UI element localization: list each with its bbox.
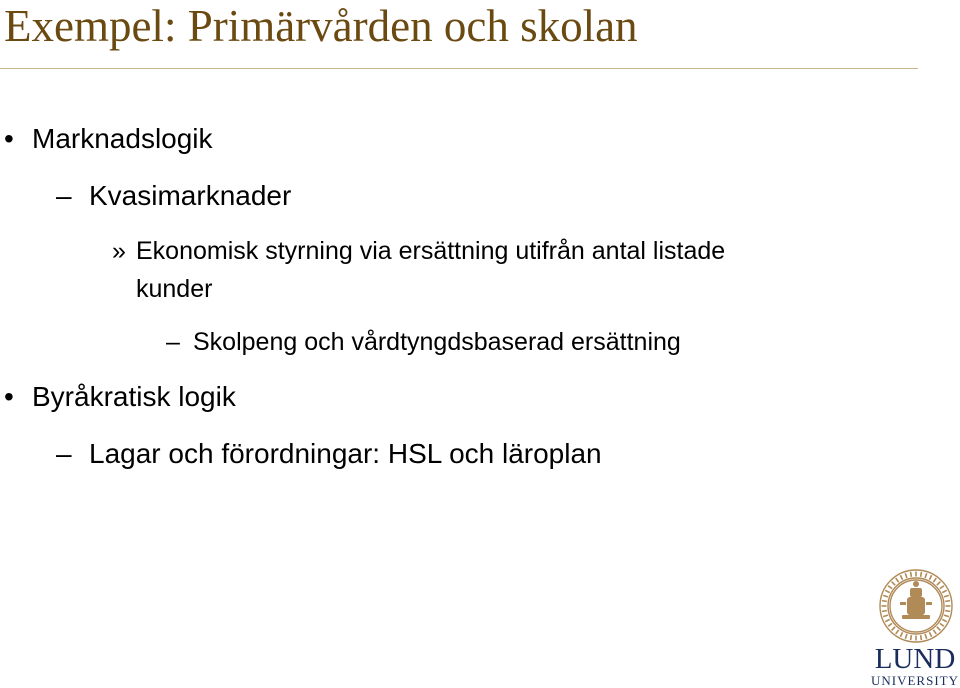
dash-marker: – [56, 180, 72, 211]
subsubbullet-text: Ekonomisk styrning via ersättning utifrån antal listade [136, 237, 726, 265]
seal-tick [892, 627, 896, 631]
bullet-marknadslogik [4, 122, 213, 156]
seal-tick [911, 635, 912, 640]
seal-tick [944, 615, 949, 617]
seal-tick [883, 595, 888, 597]
seal-tick [888, 623, 892, 626]
seal-tick [896, 630, 899, 634]
seal-tick [883, 615, 888, 617]
bullet-marker: • [4, 381, 14, 412]
seal-tick [942, 590, 946, 592]
seal-tick [892, 582, 896, 586]
seal-tick [940, 623, 944, 626]
subbullet-lagar [56, 437, 602, 471]
bullet-marker: • [4, 123, 14, 154]
subsubbullet-continuation-text: kunder [136, 275, 213, 303]
seal-tick [911, 572, 912, 577]
seal-tick [900, 575, 902, 579]
seal-tick [937, 627, 941, 631]
seal-tick [921, 635, 922, 640]
title-divider [0, 68, 918, 69]
seal-tick [945, 601, 950, 602]
seal-tick [905, 573, 907, 578]
seal-tick [885, 590, 889, 592]
seal-tick [942, 619, 946, 621]
seal-tick [940, 586, 944, 589]
subbullet-text: Kvasimarknader [89, 180, 292, 211]
seal-tick [945, 611, 950, 612]
university-seal-icon [878, 568, 954, 644]
seal-tick [929, 632, 931, 636]
seal-tick [882, 601, 887, 602]
subbullet-kvasimarknader [56, 179, 291, 213]
subbullet-text: Lagar och förordningar: HSL och läroplan [89, 438, 602, 469]
seal-tick [896, 578, 899, 582]
bullet-byrakratisk-logik [4, 380, 236, 414]
logo-name: LUND [874, 643, 956, 675]
subsubbullet-continuation [136, 274, 212, 304]
seal-tick [937, 582, 941, 586]
seal-tick [885, 619, 889, 621]
slide-title: Exempel: Primärvården och skolan [4, 1, 638, 51]
seal-tick [888, 586, 892, 589]
seal-tick [900, 632, 902, 636]
subsubbullet-ekonomisk-styrning [112, 236, 725, 266]
level4-text: Skolpeng och vårdtyngdsbaserad ersättning [193, 328, 681, 356]
lund-university-logo [870, 568, 958, 686]
dash-marker: – [166, 328, 180, 356]
seal-tick [921, 572, 922, 577]
seal-tick [905, 634, 907, 639]
seal-tick [929, 575, 931, 579]
seal-tick [925, 634, 927, 639]
seal-tick [925, 573, 927, 578]
level4-skolpeng [166, 327, 681, 357]
seal-tick [933, 578, 936, 582]
logo-wordmark [870, 644, 960, 688]
dash-marker: – [56, 438, 72, 469]
seal-tick [882, 611, 887, 612]
seal-tick [933, 630, 936, 634]
bullet-text: Byråkratisk logik [32, 381, 236, 412]
raquo-marker: » [112, 237, 126, 265]
seal-tick [944, 595, 949, 597]
logo-subtitle: UNIVERSITY [871, 673, 959, 688]
bullet-text: Marknadslogik [32, 123, 213, 154]
